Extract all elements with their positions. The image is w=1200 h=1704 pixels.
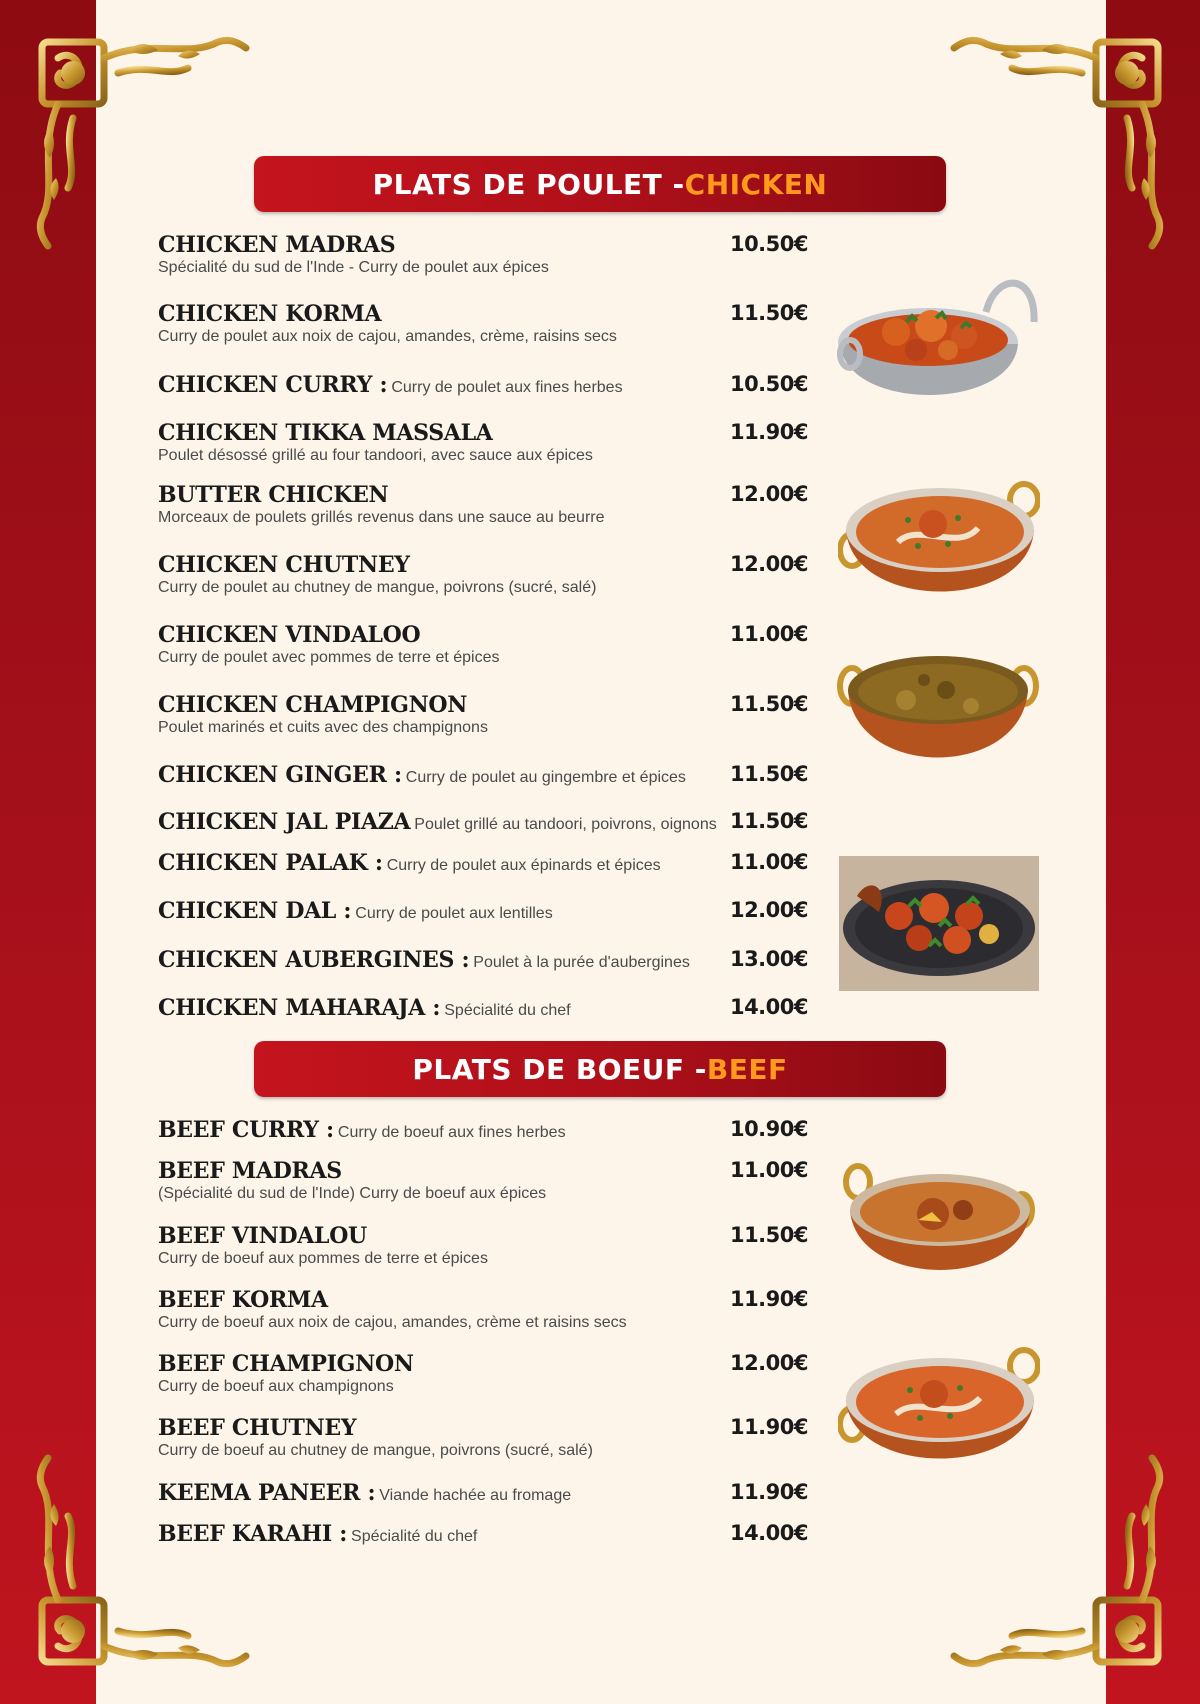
item-price: 11.00€ xyxy=(729,622,808,646)
gold-corner-ornament-icon xyxy=(28,1426,278,1676)
item-description: Curry de boeuf aux champignons xyxy=(158,1378,394,1395)
menu-item xyxy=(158,762,808,788)
item-name: BEEF CHUTNEY xyxy=(158,1415,357,1441)
section-title: PLATS DE POULET - xyxy=(372,167,685,201)
item-price: 11.00€ xyxy=(729,1158,808,1182)
item-price: 11.50€ xyxy=(729,762,808,786)
item-price: 11.90€ xyxy=(729,420,808,444)
item-price: 12.00€ xyxy=(729,552,808,576)
menu-item xyxy=(158,232,808,277)
item-name: CHICKEN CURRY : xyxy=(158,372,388,398)
item-name: CHICKEN CHAMPIGNON xyxy=(158,692,468,718)
menu-item xyxy=(158,1223,808,1268)
item-price: 12.00€ xyxy=(729,482,808,506)
menu-item xyxy=(158,301,808,346)
item-price: 14.00€ xyxy=(729,995,808,1019)
item-description: (Spécialité du sud de l'Inde) Curry de boeuf aux épices xyxy=(158,1185,547,1202)
item-name: CHICKEN MAHARAJA : xyxy=(158,995,441,1021)
section-banner-chicken xyxy=(254,156,946,212)
item-price: 14.00€ xyxy=(729,1521,808,1545)
item-name: BEEF CHAMPIGNON xyxy=(158,1351,414,1377)
item-name: CHICKEN AUBERGINES : xyxy=(158,947,470,973)
item-name: CHICKEN JAL PIAZA xyxy=(158,809,411,835)
item-price: 12.00€ xyxy=(729,898,808,922)
item-name: BUTTER CHICKEN xyxy=(158,482,389,508)
item-description: Curry de boeuf au chutney de mangue, poivrons (sucré, salé) xyxy=(158,1442,593,1459)
menu-item xyxy=(158,482,808,527)
menu-item xyxy=(158,692,808,737)
section-title-accent: CHICKEN xyxy=(684,167,828,201)
item-description: Curry de poulet au chutney de mangue, poivrons (sucré, salé) xyxy=(158,579,597,596)
sizzler-plate-photo-icon xyxy=(839,856,1039,991)
item-name: KEEMA PANEER : xyxy=(158,1480,376,1506)
item-price: 11.90€ xyxy=(729,1415,808,1439)
menu-item xyxy=(158,1480,808,1506)
item-price: 11.50€ xyxy=(729,301,808,325)
item-description: Curry de poulet aux lentilles xyxy=(355,905,553,922)
item-description: Spécialité du sud de l'Inde - Curry de poulet aux épices xyxy=(158,259,549,276)
menu-item xyxy=(158,1158,808,1203)
curry-dish-photo-icon xyxy=(838,472,1040,608)
curry-dish-photo-icon xyxy=(836,650,1040,770)
item-name: CHICKEN TIKKA MASSALA xyxy=(158,420,493,446)
item-price: 10.90€ xyxy=(729,1117,808,1141)
menu-item xyxy=(158,552,808,597)
item-name: BEEF KARAHI : xyxy=(158,1521,348,1547)
item-description: Curry de poulet avec pommes de terre et épices xyxy=(158,649,500,666)
item-price: 11.50€ xyxy=(729,809,808,833)
item-description: Curry de poulet aux noix de cajou, amandes, crème, raisins secs xyxy=(158,328,617,345)
item-name: BEEF MADRAS xyxy=(158,1158,342,1184)
item-price: 13.00€ xyxy=(729,947,808,971)
section-banner-beef xyxy=(254,1041,946,1097)
item-name: CHICKEN DAL : xyxy=(158,898,352,924)
item-name: BEEF CURRY : xyxy=(158,1117,334,1143)
item-description: Curry de poulet aux fines herbes xyxy=(391,379,623,396)
section-title: PLATS DE BOEUF - xyxy=(412,1052,707,1086)
item-price: 11.50€ xyxy=(729,1223,808,1247)
menu-item xyxy=(158,850,808,876)
menu-item xyxy=(158,1521,808,1547)
item-description: Viande hachée au fromage xyxy=(379,1487,572,1504)
item-name: CHICKEN GINGER : xyxy=(158,762,402,788)
item-description: Curry de poulet aux épinards et épices xyxy=(386,857,661,874)
item-price: 12.00€ xyxy=(729,1351,808,1375)
item-description: Poulet à la purée d'aubergines xyxy=(473,954,690,971)
item-price: 11.50€ xyxy=(729,692,808,716)
item-price: 11.90€ xyxy=(729,1287,808,1311)
item-name: CHICKEN PALAK : xyxy=(158,850,383,876)
item-name: CHICKEN VINDALOO xyxy=(158,622,421,648)
curry-dish-photo-icon xyxy=(836,262,1040,434)
item-name: CHICKEN KORMA xyxy=(158,301,382,327)
menu-item xyxy=(158,1117,808,1143)
menu-item xyxy=(158,947,808,973)
item-price: 10.50€ xyxy=(729,372,808,396)
item-price: 10.50€ xyxy=(729,232,808,256)
item-description: Curry de boeuf aux pommes de terre et épices xyxy=(158,1250,488,1267)
item-description: Poulet grillé au tandoori, poivrons, oignons xyxy=(414,816,717,833)
menu-item xyxy=(158,995,808,1021)
item-name: CHICKEN MADRAS xyxy=(158,232,396,258)
curry-dish-photo-icon xyxy=(838,1338,1040,1474)
item-description: Curry de boeuf aux fines herbes xyxy=(337,1124,566,1141)
gold-corner-ornament-icon xyxy=(922,28,1172,278)
item-price: 11.00€ xyxy=(729,850,808,874)
item-description: Spécialité du chef xyxy=(444,1002,571,1019)
item-name: BEEF KORMA xyxy=(158,1287,328,1313)
menu-item xyxy=(158,1351,808,1396)
item-name: CHICKEN CHUTNEY xyxy=(158,552,410,578)
item-price: 11.90€ xyxy=(729,1480,808,1504)
menu-item xyxy=(158,622,808,667)
section-title-accent: BEEF xyxy=(706,1052,788,1086)
menu-item xyxy=(158,1287,808,1332)
item-name: BEEF VINDALOU xyxy=(158,1223,367,1249)
item-description: Poulet marinés et cuits avec des champignons xyxy=(158,719,488,736)
menu-item xyxy=(158,420,808,465)
item-description: Morceaux de poulets grillés revenus dans une sauce au beurre xyxy=(158,509,605,526)
item-description: Spécialité du chef xyxy=(351,1528,478,1545)
menu-item xyxy=(158,372,808,398)
curry-dish-photo-icon xyxy=(838,1160,1040,1282)
menu-item xyxy=(158,1415,808,1460)
menu-item xyxy=(158,809,808,835)
item-description: Curry de boeuf aux noix de cajou, amandes, crème et raisins secs xyxy=(158,1314,627,1331)
item-description: Poulet désossé grillé au four tandoori, avec sauce aux épices xyxy=(158,447,593,464)
item-description: Curry de poulet au gingembre et épices xyxy=(405,769,686,786)
menu-item xyxy=(158,898,808,924)
